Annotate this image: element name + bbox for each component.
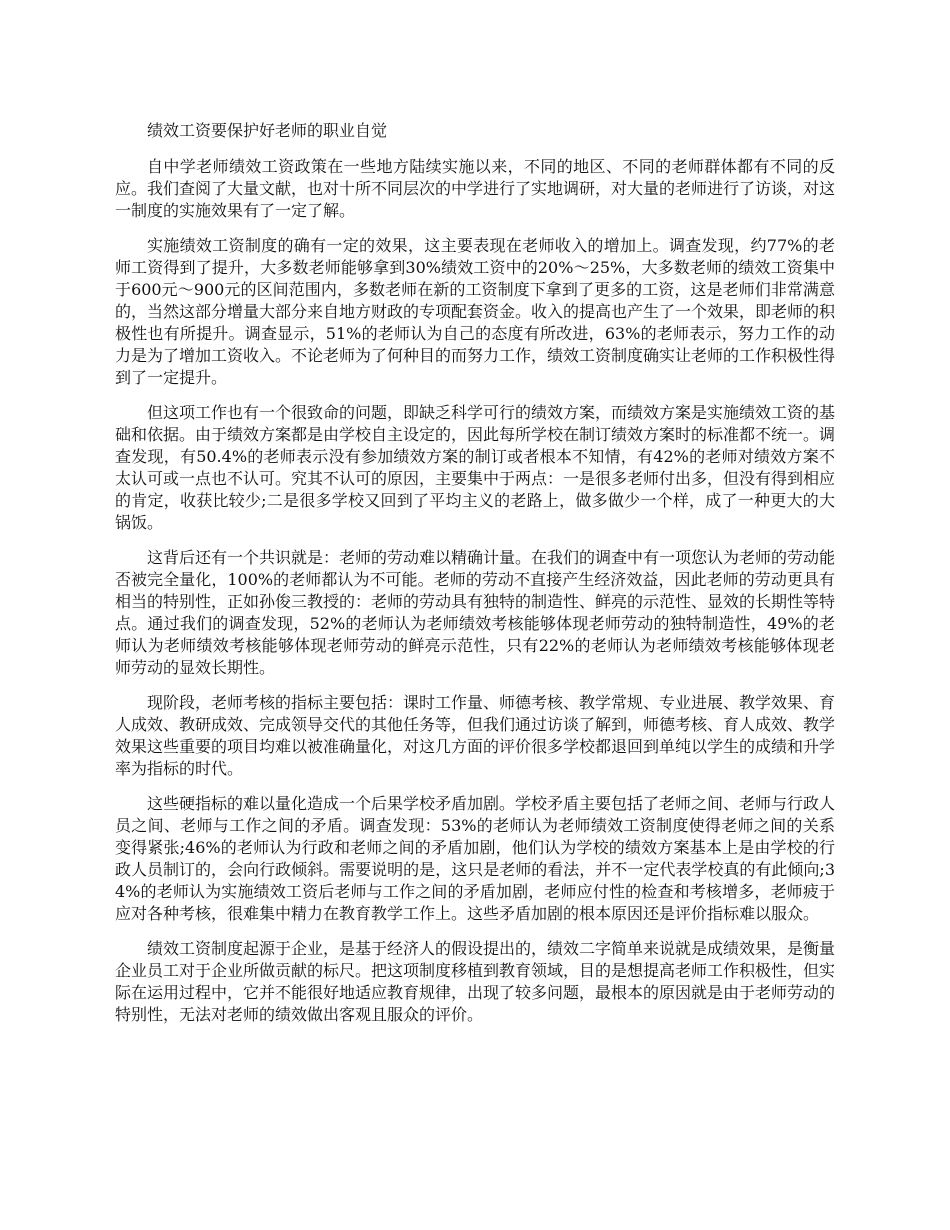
paragraph-4: 这背后还有一个共识就是：老师的劳动难以精确计量。在我们的调查中有一项您认为老师的劳动能否被完全量化，100%的老师都认为不可能。老师的劳动不直接产生经济效益，因此老师的劳动更具有相当的特别性，正如孙俊三教授的：老师的劳动具有独特的制造性、鲜亮的示范性、显效的长期性等特点。通过我们的调查发现，52%的老师认为老师绩效考核能够体现老师劳动的独特制造性，49%的老师认为老师绩效考核能够体现老师劳动的鲜亮示范性，只有22%的老师认为老师绩效考核能够体现老师劳动的显效长期性。	[115, 548, 836, 677]
paragraph-7: 绩效工资制度起源于企业，是基于经济人的假设提出的，绩效二字简单来说就是成绩效果，是衡量企业员工对于企业所做贡献的标尺。把这项制度移植到教育领域，目的是想提高老师工作积极性，但实际在运用过程中，它并不能很好地适应教育规律，出现了较多问题，最根本的原因就是由于老师劳动的特别性，无法对老师的绩效做出客观且服众的评价。	[115, 939, 836, 1024]
paragraph-5: 现阶段，老师考核的指标主要包括：课时工作量、师德考核、教学常规、专业进展、教学效果、育人成效、教研成效、完成领导交代的其他任务等，但我们通过访谈了解到，师德考核、育人成效、教学效果这些重要的项目均难以被准确量化，对这几方面的评价很多学校都退回到单纯以学生的成绩和升学率为指标的时代。	[115, 693, 836, 778]
paragraph-6: 这些硬指标的难以量化造成一个后果学校矛盾加剧。学校矛盾主要包括了老师之间、老师与行政人员之间、老师与工作之间的矛盾。调查发现：53%的老师认为老师绩效工资制度使得老师之间的关系变得紧张;46%的老师认为行政和老师之间的矛盾加剧，他们认为学校的绩效方案基本上是由学校的行政人员制订的，会向行政倾斜。需要说明的是，这只是老师的看法，并不一定代表学校真的有此倾向;34%的老师认为实施绩效工资后老师与工作之间的矛盾加剧，老师应付性的检查和考核增多，老师疲于应对各种考核，很难集中精力在教育教学工作上。这些矛盾加剧的根本原因还是评价指标难以服众。	[115, 794, 836, 923]
document-page	[115, 120, 835, 1039]
paragraph-3: 但这项工作也有一个很致命的问题，即缺乏科学可行的绩效方案，而绩效方案是实施绩效工资的基础和依据。由于绩效方案都是由学校自主设定的，因此每所学校在制订绩效方案时的标准都不统一。调查发现，有50.4%的老师表示没有参加绩效方案的制订或者根本不知情，有42%的老师对绩效方案不太认可或一点也不认可。究其不认可的原因，主要集中于两点：一是很多老师付出多，但没有得到相应的肯定，收获比较少;二是很多学校又回到了平均主义的老路上，做多做少一个样，成了一种更大的大锅饭。	[115, 403, 836, 532]
document-title: 绩效工资要保护好老师的职业自觉	[147, 121, 388, 140]
paragraph-2: 实施绩效工资制度的确有一定的效果，这主要表现在老师收入的增加上。调查发现，约77%的老师工资得到了提升，大多数老师能够拿到30%绩效工资中的20%～25%，大多数老师的绩效工资集中于600元～900元的区间范围内，多数老师在新的工资制度下拿到了更多的工资，这是老师们非常满意的，当然这部分增量大部分来自地方财政的专项配套资金。收入的提高也产生了一个效果，即老师的积极性也有所提升。调查显示，51%的老师认为自己的态度有所改进，63%的老师表示，努力工作的动力是为了增加工资收入。不论老师为了何种目的而努力工作，绩效工资制度确实让老师的工作积极性得到了一定提升。	[115, 236, 836, 387]
paragraph-1: 自中学老师绩效工资政策在一些地方陆续实施以来，不同的地区、不同的老师群体都有不同的反应。我们查阅了大量文献，也对十所不同层次的中学进行了实地调研，对大量的老师进行了访谈，对这一制度的实施效果有了一定了解。	[115, 157, 836, 220]
